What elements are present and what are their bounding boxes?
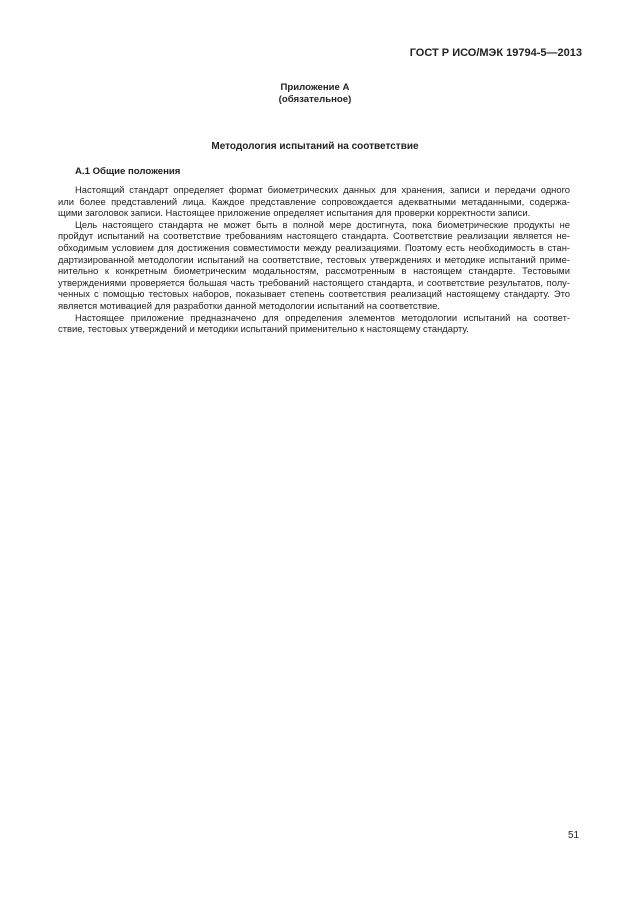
paragraph	[58, 184, 570, 219]
annex-title: Приложение А	[280, 82, 350, 93]
text-line: Цель настоящего стандарта не может быть в полной мере достигнута, пока биометрические продукты не	[75, 218, 570, 230]
page-number: 51	[568, 830, 580, 841]
section-title: Методология испытаний на соответствие	[211, 141, 419, 152]
document-header: ГОСТ Р ИСО/МЭК 19794-5—2013	[409, 47, 582, 59]
text-line: нительно к конкретным биометрическим модальностям, рассмотренным в настоящем стандарте. Тестовыми	[58, 265, 570, 277]
text-line: ченных с помощью тестовых наборов, показывает степень соответствия реализаций настоящему стандарту. Это	[58, 288, 570, 300]
text-line: является мотивацией для разработки данной методологии испытаний на соответствие.	[58, 299, 440, 311]
text-line: Настоящий стандарт определяет формат биометрических данных для хранения, записи и передачи одного	[75, 184, 570, 195]
annex-status: (обязательное)	[278, 94, 352, 105]
subsection-title: А.1 Общие положения	[75, 166, 181, 177]
text-line: дартизированной методологии испытаний на соответствие, тестовых утверждениях и методике испытаний приме-	[58, 253, 570, 265]
text-line: пройдут испытаний на соответствие требованиям настоящего стандарта. Соответствие реализации является не-	[58, 230, 570, 242]
paragraph	[58, 219, 570, 312]
text-line: обходимым условием для достижения совместимости между реализациями. Поэтому есть необходимость в стан-	[58, 241, 570, 253]
text-line: ствие, тестовых утверждений и методики испытаний применительно к настоящему стандарту.	[58, 323, 469, 335]
text-line: щими заголовок записи. Настоящее приложение определяет испытания для проверки корректности записи.	[58, 207, 531, 219]
text-line: Настоящее приложение предназначено для определения элементов методологии испытаний на соответ-	[75, 311, 570, 323]
text-line: или более представлений лица. Каждое представление сопровождается адекватными метаданными, содержа-	[58, 195, 570, 207]
body-text	[58, 184, 570, 335]
paragraph	[58, 312, 570, 335]
text-line: утверждениями проверяется большая часть требований настоящего стандарта, и соответствие результатов, полу-	[58, 276, 570, 288]
